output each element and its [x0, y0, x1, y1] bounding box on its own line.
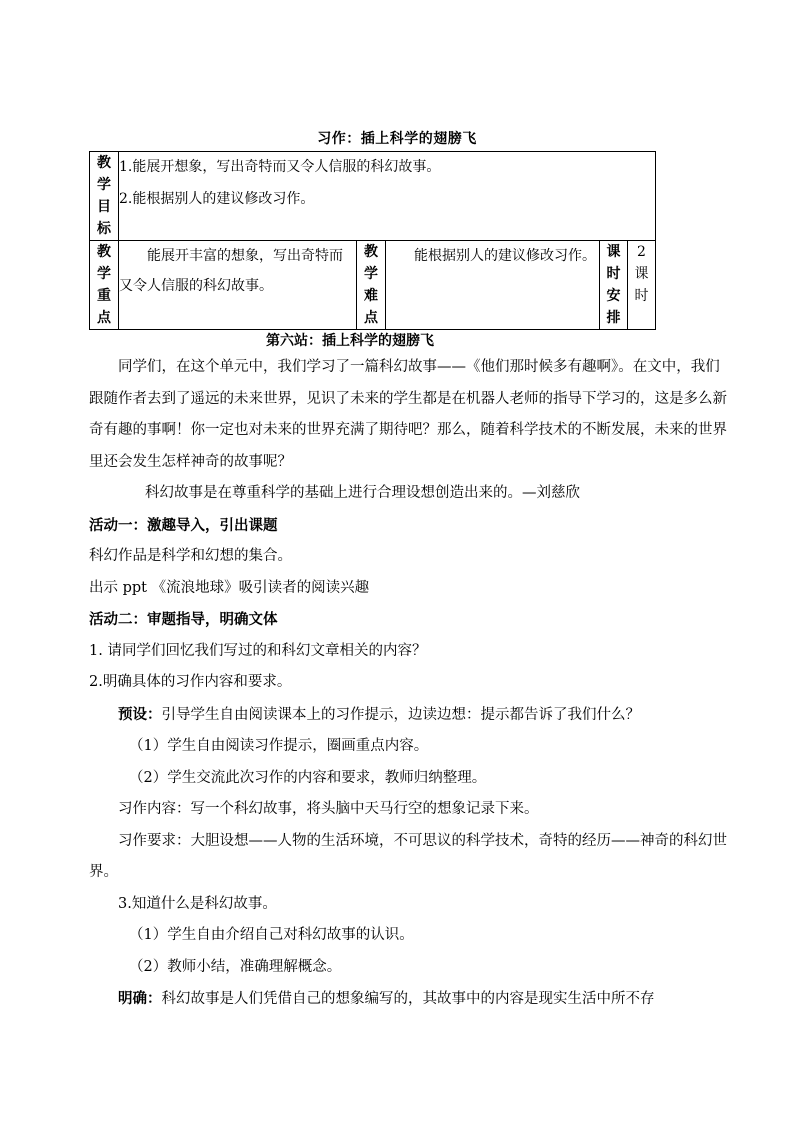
lesson-plan-table [89, 151, 656, 330]
question-2: 2.明确具体的习作内容和要求。 [89, 674, 292, 690]
hours-value-char: 时 [634, 288, 649, 304]
goals-label-char: 目 [97, 199, 111, 215]
goals-label-char: 学 [97, 177, 111, 193]
goals-label-cell [90, 152, 119, 241]
preset-text: 引导学生自由阅读课本上的习作提示，边读边想：提示都告诉了我们什么？ [161, 706, 640, 723]
step-3: （1）学生自由介绍自己对科幻故事的认识。 [129, 927, 414, 943]
question-3: 3.知道什么是科幻故事。 [118, 895, 277, 912]
difficulty-label-char: 学 [364, 266, 378, 282]
goal-item: 2.能根据别人的建议修改习作。 [119, 191, 315, 207]
hours-label-cell [600, 241, 628, 330]
intro-paragraph: 同学们，在这个单元中，我们学习了一篇科幻故事——《他们那时候多有趣啊》。在文中，我们跟随作者去到了遥远的未来世界，见识了未来的学生都是在机器人老师的指导下学习的，这是多么新奇有趣的事啊！你一定也对未来的世界充满了期待吧？那么，随着科学技术的不断发展，未来的世界里还会发生怎样神奇的故事呢？ [89, 359, 727, 470]
hours-label-char: 排 [606, 310, 621, 326]
key-points-row [90, 241, 656, 330]
key-label-char: 重 [97, 288, 111, 304]
activity1-heading: 活动一：激趣导入，引出课题 [89, 516, 278, 534]
goals-cell [119, 152, 656, 241]
hours-value-char: 课 [634, 266, 649, 282]
activity1-line: 出示 ppt 《流浪地球》吸引读者的阅读兴趣 [89, 579, 370, 596]
writing-content: 习作内容：写一个科幻故事，将头脑中天马行空的想象记录下来。 [118, 801, 539, 817]
key-points-text: 能展开丰富的想象，写出奇特而又令人信服的科幻故事。 [119, 241, 357, 330]
hours-label-char: 时 [606, 266, 621, 282]
clarify-text: 科幻故事是人们凭借自己的想象编写的，其故事中的内容是现实生活中所不存 [161, 991, 655, 1007]
step-2: （2）学生交流此次习作的内容和要求，教师归纳整理。 [129, 769, 487, 786]
hours-value-char: 2 [637, 244, 646, 260]
key-label-char: 教 [97, 244, 111, 260]
goal-item: 1.能展开想象，写出奇特而又令人信服的科幻故事。 [119, 159, 441, 175]
preset-paragraph [89, 699, 729, 732]
goals-row [90, 152, 656, 241]
page-title: 习作：插上科学的翅膀飞 [317, 131, 477, 147]
difficulty-label-char: 难 [364, 288, 378, 304]
key-points-label-cell [90, 241, 119, 330]
preset-label: 预设： [118, 705, 162, 723]
hours-label-char: 安 [606, 288, 621, 304]
step-4: （2）教师小结，准确理解概念。 [129, 958, 342, 975]
writing-requirement: 习作要求：大胆设想——人物的生活环境，不可思议的科学技术，奇特的经历——神奇的科幻世界。 [89, 832, 727, 880]
document-body [89, 352, 729, 1016]
goals-label-char: 教 [97, 155, 111, 171]
difficulty-text: 能根据别人的建议修改习作。 [386, 241, 600, 330]
hours-label-char: 课 [606, 244, 621, 260]
question-1: 1. 请同学们回忆我们写过的和科幻文章相关的内容？ [89, 642, 427, 659]
goals-label-char: 标 [97, 221, 111, 237]
clarify-paragraph [89, 983, 729, 1016]
step-1: （1）学生自由阅读习作提示，圈画重点内容。 [129, 738, 429, 754]
key-label-char: 学 [97, 266, 111, 282]
section-subtitle: 第六站：插上科学的翅膀飞 [266, 333, 434, 349]
activity2-heading: 活动二：审题指导，明确文体 [89, 611, 278, 628]
clarify-label: 明确： [118, 990, 162, 1007]
difficulty-label-char: 教 [364, 244, 378, 260]
key-label-char: 点 [97, 310, 111, 326]
difficulty-label-char: 点 [364, 310, 378, 326]
hours-value-cell [628, 241, 656, 330]
activity1-line: 科幻作品是科学和幻想的集合。 [89, 548, 292, 564]
difficulty-label-cell [357, 241, 386, 330]
quote-paragraph: 科幻故事是在尊重科学的基础上进行合理设想创造出来的。—刘慈欣 [145, 485, 580, 501]
